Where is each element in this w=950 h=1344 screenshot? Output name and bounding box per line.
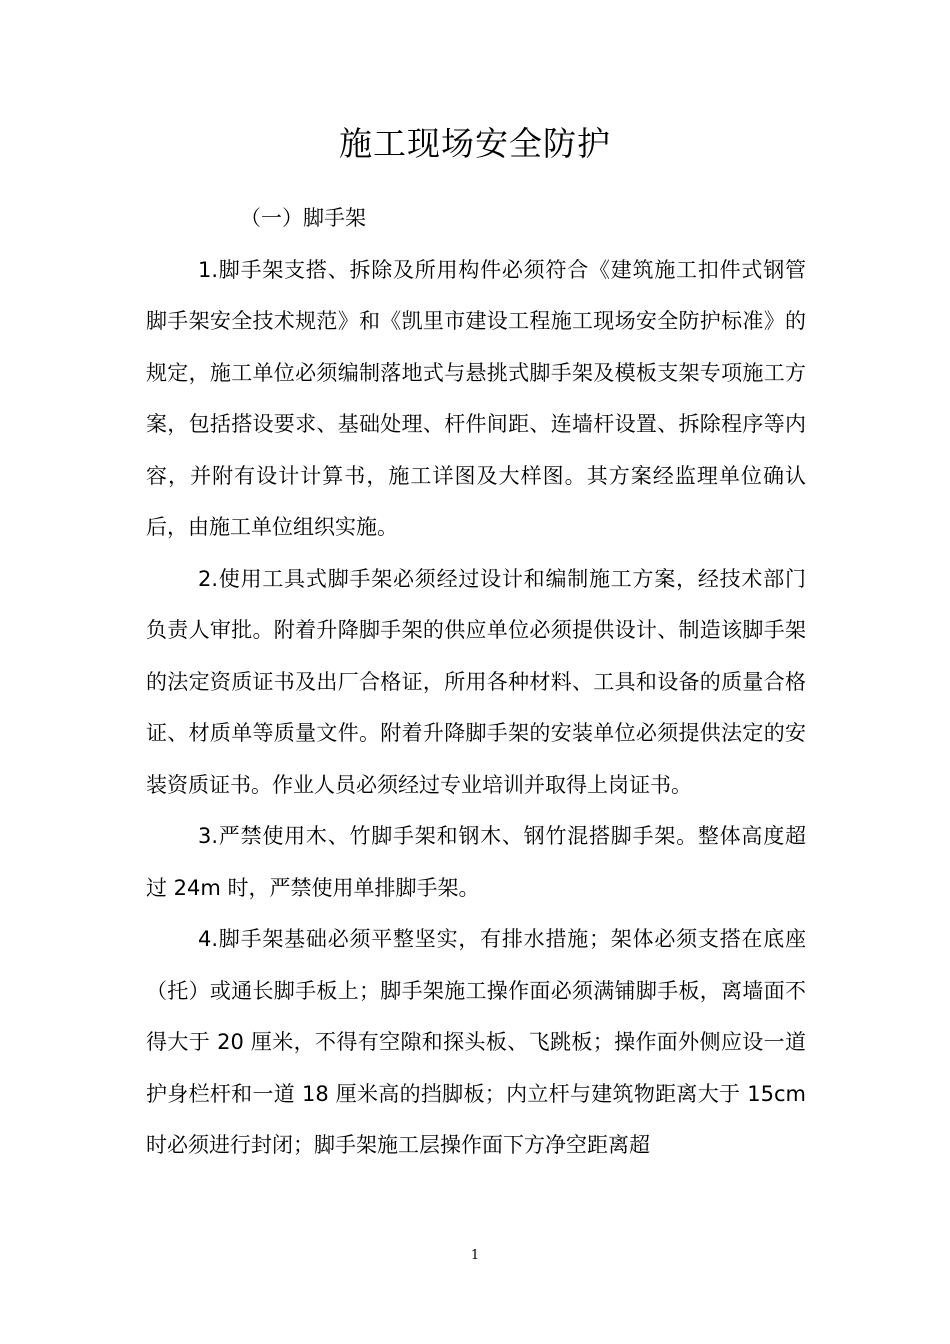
paragraph-3: 3.严禁使用木、竹脚手架和钢木、钢竹混搭脚手架。整体高度超过 24m 时，严禁使用单排脚手架。 bbox=[146, 824, 806, 900]
paragraph-2: 2.使用工具式脚手架必须经过设计和编制施工方案，经技术部门负责人审批。附着升降脚手架的供应单位必须提供设计、制造该脚手架的法定资质证书及出厂合格证，所用各种材料、工具和设备的质量合格证、材质单等质量文件。附着升降脚手架的安装单位必须提供法定的安装资质证书。作业人员必须经过专业培训并取得上岗证书。 bbox=[146, 566, 806, 797]
document-body bbox=[146, 193, 806, 1172]
paragraph-1: 1.脚手架支搭、拆除及所用构件必须符合《建筑施工扣件式钢管脚手架安全技术规范》和《凯里市建设工程施工现场安全防护标准》的规定，施工单位必须编制落地式与悬挑式脚手架及模板支架专项施工方案，包括搭设要求、基础处理、杆件间距、连墙杆设置、拆除程序等内容，并附有设计计算书，施工详图及大样图。其方案经监理单位确认后，由施工单位组织实施。 bbox=[146, 257, 806, 539]
document-title: 施工现场安全防护 bbox=[339, 124, 611, 163]
section-heading: （一）脚手架 bbox=[240, 206, 366, 230]
paragraph-4: 4.脚手架基础必须平整坚实，有排水措施；架体必须支搭在底座（托）或通长脚手板上；脚手架施工操作面必须满铺脚手板，离墙面不得大于 20 厘米，不得有空隙和探头板、飞跳板；操作面外侧应设一道护身栏杆和一道 18 厘米高的挡脚板；内立杆与建筑物距离大于 15cm 时必须进行封闭；脚手架施工层操作面下方净空距离超 bbox=[146, 927, 806, 1157]
page-number: 1 bbox=[470, 1248, 480, 1263]
